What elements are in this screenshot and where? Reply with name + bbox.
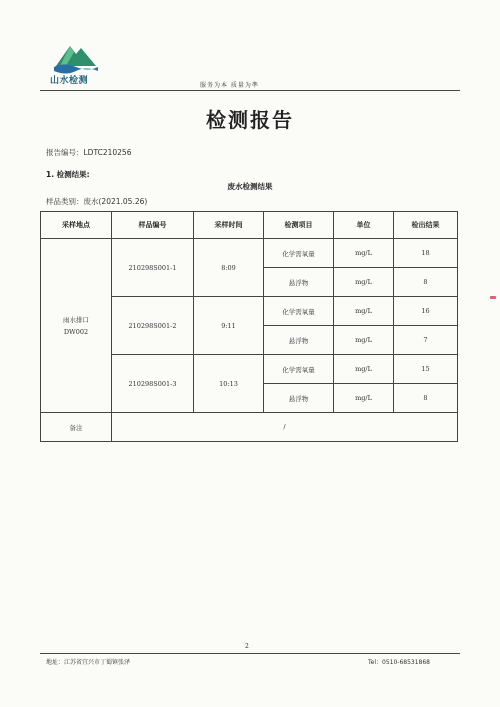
column-header: 采样地点 <box>41 212 112 239</box>
unit: mg/L <box>334 297 394 326</box>
unit: mg/L <box>334 239 394 268</box>
result: 18 <box>394 239 458 268</box>
test-item: 悬浮物 <box>264 384 334 413</box>
column-header: 检测项目 <box>264 212 334 239</box>
column-header: 检出结果 <box>394 212 458 239</box>
sample-time: 10:13 <box>194 355 264 413</box>
margin-mark <box>490 296 496 299</box>
test-item: 悬浮物 <box>264 268 334 297</box>
unit: mg/L <box>334 268 394 297</box>
column-header: 样品编号 <box>112 212 194 239</box>
sample-id: 210298S001-2 <box>112 297 194 355</box>
column-header: 采样时间 <box>194 212 264 239</box>
result: 15 <box>394 355 458 384</box>
table-header-row <box>41 212 458 239</box>
sample-id: 210298S001-3 <box>112 355 194 413</box>
test-item: 化学需氧量 <box>264 239 334 268</box>
sample-time: 8:09 <box>194 239 264 297</box>
report-number: 报告编号：LDTC210256 <box>46 148 132 157</box>
remark-label: 备注 <box>41 413 112 442</box>
footer-address: 地址：江苏省宜兴市丁蜀镇张泽 <box>46 659 131 666</box>
page-title: 检测报告 <box>206 108 294 132</box>
header-slogan: 服务为本 质量为準 <box>200 82 259 89</box>
test-item: 化学需氧量 <box>264 297 334 326</box>
result: 7 <box>394 326 458 355</box>
sample-id: 210298S001-1 <box>112 239 194 297</box>
result: 8 <box>394 268 458 297</box>
footer-tel: Tel：0510-68531868 <box>368 659 430 666</box>
sample-category: 样品类别：废水(2021.05.26) <box>46 197 148 206</box>
logo-text: 山水检测 <box>50 76 89 86</box>
unit: mg/L <box>334 326 394 355</box>
table-title: 废水检测结果 <box>227 182 273 191</box>
header-divider <box>40 90 460 91</box>
results-table <box>40 211 458 442</box>
test-item: 化学需氧量 <box>264 355 334 384</box>
page-number: 2 <box>245 643 249 650</box>
footer-divider <box>40 653 460 654</box>
sample-time: 9:11 <box>194 297 264 355</box>
location-name: 雨水排口 <box>63 315 89 324</box>
unit: mg/L <box>334 355 394 384</box>
result: 16 <box>394 297 458 326</box>
remark-value: / <box>112 413 458 442</box>
mountain-water-logo-icon <box>50 40 102 74</box>
column-header: 单位 <box>334 212 394 239</box>
unit: mg/L <box>334 384 394 413</box>
section-heading: 1. 检测结果: <box>46 170 90 179</box>
result: 8 <box>394 384 458 413</box>
location-code: DW002 <box>63 327 89 336</box>
table-row <box>41 239 458 268</box>
remark-row <box>41 413 458 442</box>
sampling-location-cell <box>41 239 112 413</box>
test-item: 悬浮物 <box>264 326 334 355</box>
